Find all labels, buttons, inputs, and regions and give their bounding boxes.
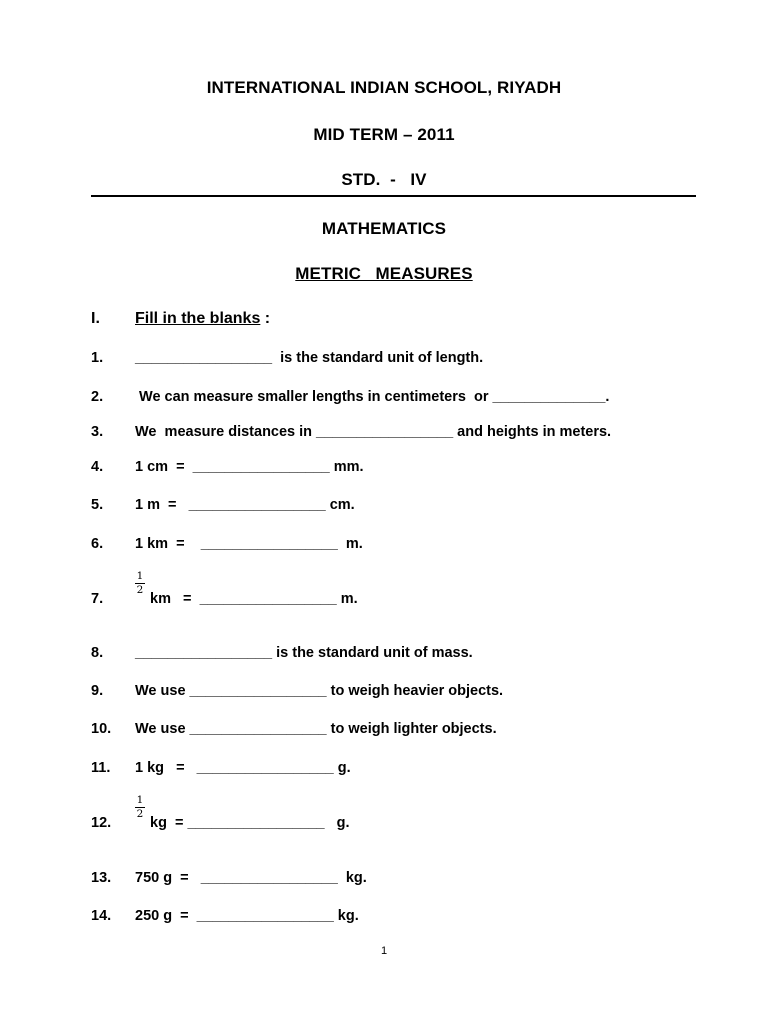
section-title-wrap [135,310,270,328]
question-text: kg = _________________ g. [150,815,350,831]
question-number: 2. [91,389,104,405]
fraction-denominator: 2 [136,808,144,820]
fraction-denominator: 2 [136,584,144,596]
question-row [0,497,768,521]
question-number: 6. [91,536,104,552]
question-number: 14. [91,908,112,924]
question-number: 9. [91,683,104,699]
page-number: 1 [380,945,388,957]
standard-label: STD. - IV [341,170,427,189]
question-text: 1 km = _________________ m. [135,536,363,552]
fraction-numerator: 1 [136,570,144,582]
question-text: 250 g = _________________ kg. [135,908,359,924]
question-number: 3. [91,424,104,440]
question-number: 10. [91,721,112,737]
question-row [0,815,768,839]
fraction-numerator: 1 [136,794,144,806]
question-text: 750 g = _________________ kg. [135,870,367,886]
question-number: 8. [91,645,104,661]
question-row [0,591,768,615]
question-row [0,908,768,932]
question-row [0,721,768,745]
question-text: km = _________________ m. [150,591,358,607]
question-row [0,645,768,669]
question-number: 1. [91,350,104,366]
section-number: I. [91,310,100,327]
question-number: 12. [91,815,112,831]
section-title-suffix: : [260,310,271,327]
question-text: 1 kg = _________________ g. [135,760,351,776]
question-number: 13. [91,870,112,886]
question-text: We measure distances in _________________ and heights in meters. [135,424,612,440]
header-divider [91,195,696,197]
question-number: 11. [91,760,111,776]
subject-title: MATHEMATICS [321,219,447,238]
exam-term: MID TERM – 2011 [313,125,455,144]
question-text: We use _________________ to weigh heavier objects. [135,683,504,699]
question-text: 1 cm = _________________ mm. [135,459,364,475]
question-row [0,350,768,374]
question-row [0,536,768,560]
question-text: We can measure smaller lengths in centimeters or ______________. [135,389,610,405]
topic-title-text: METRIC MEASURES [295,264,473,283]
question-text: _________________ is the standard unit of mass. [135,645,473,661]
question-row [0,424,768,448]
section-title: Fill in the blanks [135,310,261,327]
question-text: 1 m = _________________ cm. [135,497,355,513]
question-row [0,459,768,483]
question-text: _________________ is the standard unit of length. [135,350,484,366]
question-number: 7. [91,591,104,607]
question-text: We use _________________ to weigh lighter objects. [135,721,497,737]
question-row [0,870,768,894]
question-row [0,683,768,707]
school-name: INTERNATIONAL INDIAN SCHOOL, RIYADH [206,78,562,97]
question-number: 5. [91,497,104,513]
question-row [0,760,768,784]
question-row [0,389,768,413]
question-number: 4. [91,459,104,475]
topic-title [0,264,768,284]
